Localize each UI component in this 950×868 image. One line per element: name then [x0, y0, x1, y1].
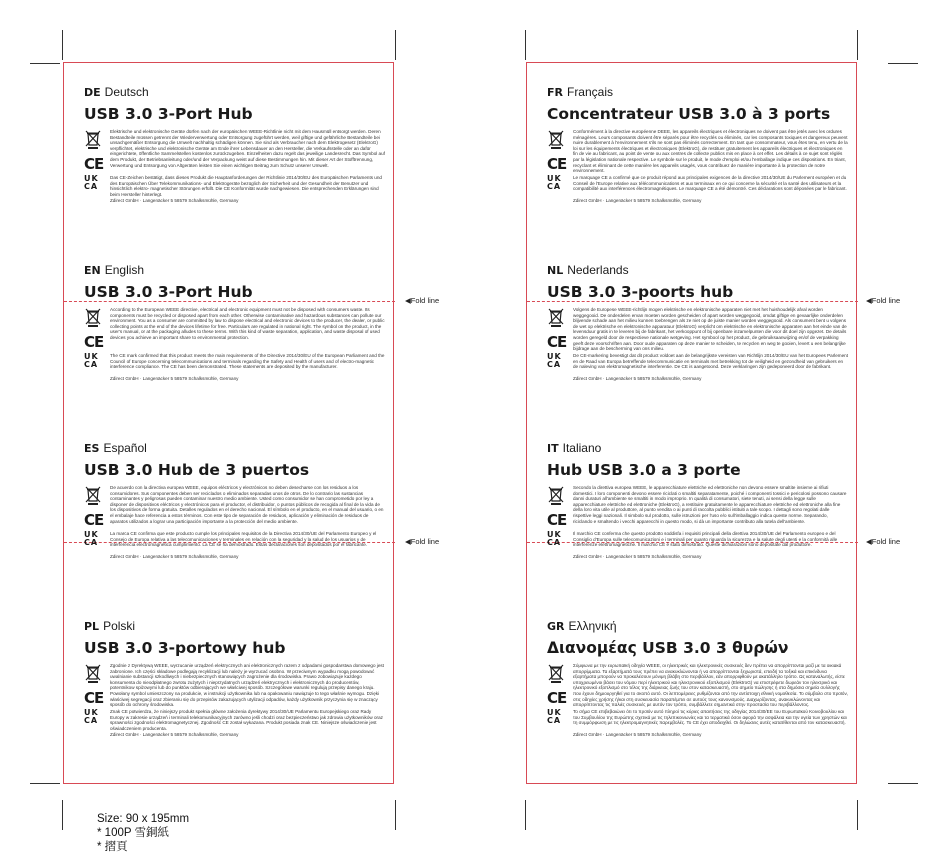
- left-leaflet-panel: [63, 62, 394, 784]
- ce-mark-icon: CE: [547, 333, 567, 351]
- ce-mark-icon: CE: [84, 155, 104, 173]
- language-name: Nederlands: [567, 263, 629, 277]
- language-name: Español: [103, 441, 147, 455]
- weee-text: Volgens de Europese WEEE-richtlijn mogen elektrische en elektronische apparaten niet met het huishoudelijk afval worden weggegooid. De onderdelen ervan moeten worden gescheiden of apart worden weggegooid, omdat giftige en gevaarlijke onderdelen blijvende schade aan het milieu kunnen toebrengen als ze niet op de juiste manier worden weggegooid. Als consument bent u volgens de wet op elektrische en elektronische apparatuur (ElektroG) verplicht om elektrische en elektronische apparaten aan het einde van de levensduur gratis in te leveren bij de fabrikant, het verkooppunt of bij openbare inzamelpunten die voor dit doel zijn opgezet. De details worden geregeld door de respectieve nationale wetgeving. Het symbool op het product, de gebruiksaanwijzing en/of de verpakking geeft deze voorschriften aan. Door oude apparaten op deze manier te scheiden, te recyclen en weg te gooien, levert u een belangrijke bijdrage aan de bescherming van ons milieu.: [573, 307, 847, 351]
- language-heading: [84, 619, 385, 634]
- ce-mark-icon: CE: [84, 689, 104, 707]
- product-title: Concentrateur USB 3.0 à 3 ports: [547, 105, 831, 123]
- product-title: USB 3.0 3-poorts hub: [547, 283, 734, 301]
- ce-mark-icon: CE: [84, 511, 104, 529]
- crop-mark: [525, 30, 526, 60]
- language-name: English: [104, 263, 145, 277]
- weee-bin-icon: [84, 129, 102, 149]
- crop-mark: [857, 30, 858, 60]
- product-title: Hub USB 3.0 a 3 porte: [547, 461, 741, 479]
- fold-spec: * 摺頁: [97, 841, 128, 853]
- ce-text: Znak CE potwierdza, że niniejszy produkt spełnia główne założenia dyrektywy 2014/30/UE Parlamentu Europejskiego oraz Rady Europy w zakresie urządzeń i terminali telekomunikacyjnych zarówno jeśli chodzi oraz bezpieczeństwo jak zdrowia użytkowników oraz sprawności zgodności elektromagnetycznej. Zgodność CE został wykazana. Produkt posiada znak CE. Niniejsze oświadczenie jest oświadczeniem producenta.: [110, 709, 383, 731]
- ukca-mark-icon: UK CA: [547, 530, 562, 547]
- crop-mark: [395, 30, 396, 60]
- fold-line-label: ◀Fold line: [405, 296, 440, 305]
- crop-mark: [62, 30, 63, 60]
- manufacturer-address: Zdirect GmbH · Langenäcker 5 58579 Schalksmühle, Germany: [573, 376, 702, 381]
- ce-mark-icon: CE: [547, 689, 567, 707]
- language-section-de: [64, 63, 395, 233]
- language-section-es: [64, 419, 395, 589]
- weee-text: Elektrische und elektronische Geräte dürfen nach der europäischen WEEE-Richtlinie nicht mit dem Hausmüll entsorgt werden. Deren Bestandteile müssen getrennt der Wiederverwertung oder Entsorgung zugeführt werden, weil giftige und gefährliche Bestandteile bei unsachgemäßer Entsorgung die Umwelt nachhaltig schädigen können. Sie sind als Verbraucher nach dem Elektrogesetz (ElektroG) verpflichtet, elektrische und elektronische Geräte am Ende ihrer Lebensdauer an den Hersteller, die Verkaufsstelle oder an dafür eingerichtete, öffentliche Sammelstellen kostenlos zurückzugeben. Einzelheiten dazu regelt das jeweilige Landesrecht. Das Symbol auf dem Produkt, der Betriebsanleitung oder/und der Verpackung weist auf diese Bestimmungen hin. Mit dieser Art der Stofftrennung, Verwertung und Entsorgung von Altgeräten leisten Sie einen wichtigen Beitrag zum Schutz unserer Umwelt.: [110, 129, 385, 168]
- ce-mark-icon: CE: [547, 511, 567, 529]
- right-leaflet-panel: [526, 62, 857, 784]
- ukca-mark-icon: UK CA: [84, 530, 99, 547]
- ce-text: Il marchio CE conferma che questo prodotto soddisfa i requisiti principali della direttiva 2014/30/UE del Parlamento europeo e del Consiglio d'Europa sulle telecomunicazioni e i terminali per quanto riguarda la sicurezza e la salute degli utenti e la conformità alle interferenze elettromagnetiche. Il marchio CE è stato dimostrato. Queste dichiarazioni sono depositate dal produttore.: [573, 531, 838, 548]
- language-code: ES: [84, 442, 100, 455]
- language-heading: [84, 263, 385, 278]
- manufacturer-address: Zdirect GmbH · Langenäcker 5 58579 Schalksmühle, Germany: [110, 732, 239, 737]
- crop-mark: [395, 800, 396, 830]
- paper-spec: * 100P 雪銅紙: [97, 827, 170, 839]
- weee-bin-icon: [84, 485, 102, 505]
- size-spec: Size: 90 x 195mm: [97, 813, 190, 825]
- crop-mark: [30, 783, 60, 784]
- language-heading: [547, 263, 848, 278]
- weee-bin-icon: [547, 485, 565, 505]
- print-spec-notes: [97, 812, 189, 854]
- language-code: GR: [547, 620, 565, 633]
- language-heading: [547, 441, 848, 456]
- crop-mark: [30, 63, 60, 64]
- manufacturer-address: Zdirect GmbH · Langenäcker 5 58579 Schalksmühle, Germany: [573, 554, 702, 559]
- fold-line-label: ◀Fold line: [405, 537, 440, 546]
- language-code: FR: [547, 86, 563, 99]
- manufacturer-address: Zdirect GmbH · Langenäcker 5 58579 Schalksmühle, Germany: [110, 198, 239, 203]
- ce-mark-icon: CE: [547, 155, 567, 173]
- language-heading: [547, 619, 848, 634]
- ukca-mark-icon: UK CA: [547, 708, 562, 725]
- language-section-nl: [527, 241, 858, 411]
- crop-mark: [888, 783, 918, 784]
- ce-text: Το σήμα CE επιβεβαιώνει ότι το προϊόν αυτό πληροί τις κύριες απαιτήσεις της οδηγίας 2014/30/ΕΕ του Ευρωπαϊκού Κοινοβουλίου και του Συμβουλίου της Ευρώπης σχετικά με τις τηλεπικοινωνίες και τα τερματικά όσον αφορά την ασφάλεια και την υγεία των χρηστών και τη συμμόρφωση με τις ηλεκτρομαγνητικές παρεμβολές. Το CE έχει αποδειχθεί. Οι δηλώσεις αυτές κατατίθενται από τον κατασκευαστή.: [573, 709, 847, 726]
- language-name: Français: [566, 85, 613, 99]
- language-section-fr: [527, 63, 858, 233]
- language-heading: [547, 85, 848, 100]
- crop-mark: [857, 800, 858, 830]
- ce-text: Das CE-Zeichen bestätigt, dass dieses Produkt die Hauptanforderungen der Richtlinie 2014/30/EU des Europäischen Parlaments und des Europäischen Über Telekommunikations- und Elektrogeräte bezüglich der Sicherheit und der Gesundheit der Benutzer und hinsichtlich elektro- magnetischer Störungen erfüllt. Die CE Konformität wurde nachgewiesen. Die entsprechenden Erklärungen sind beim Hersteller hinterlegt.: [110, 175, 382, 197]
- language-code: IT: [547, 442, 559, 455]
- language-name: Deutsch: [104, 85, 149, 99]
- crop-mark: [525, 800, 526, 830]
- weee-text: Zgodnie z Dyrektywą WEEE, wyrzucanie urządzeń elektrycznych ani elektronicznych razem z odpadami gospodarstwa domowego jest zabronione. Ich części składowe podlegają recyklizacji lub należy je wyrzucać osobno. W przeciwnym wypadku mogą powodować uwalnianie substancji szkodliwych i niebezpiecznych stanowiących zagrożenie dla środowiska. Prawo zobowiązuje każdego konsumenta do nieodpłatnego zwrotu zużytych i nieprzydatnych urządzeń elektrycznych i elektronicznych do producentów, potentnikow spiżowymi lub do punktów odbierających we właściwej sposób. Szczegółowe warunki regulują przepisy danego kraju. Powołany symbol umieszczony na produkcie, w instrukcji użytkownika lub na opakowaniu nawiązuje to tego właśnie wymogu. Dzięki właściwej segregacji oraz zbieraniu się do przepisów zakazujących utylizacji odpadów, każdy użytkownik przyczynia się w znaczący sposób do ochrony środowiska.: [110, 663, 384, 707]
- weee-text: Σύμφωνα με την ευρωπαϊκή οδηγία WEEE, οι ηλεκτρικές και ηλεκτρονικές συσκευές δεν πρέπει να απορρίπτονται μαζί με τα οικιακά απορρίμματα. Τα εξαρτήματά τους πρέπει να ανακυκλώνονται ή να απορρίπτονται ξεχωριστά, επειδή τα τοξικά και επικίνδυνα εξαρτήματα μπορούν να προκαλέσουν μόνιμη βλάβη στο περιβάλλον, εάν απορριφθούν με ακατάλληλο τρόπο. Ως καταναλωτής, είστε υποχρεωμένοι βάσει του νόμου περί ηλεκτρικού και ηλεκτρονικού εξοπλισμού (ElektroG) να επιστρέφετε δωρεάν τον ηλεκτρικό και ηλεκτρονικό εξοπλισμό στο τέλος της διάρκειας ζωής του στον κατασκευαστή, στο σημείο πώλησης ή στα δημόσια σημεία συλλογής που έχουν δημιουργηθεί για το σκοπό αυτό. Οι λεπτομέρειες ρυθμίζονται από την αντίστοιχη εθνική νομοθεσία. Το σύμβολο στο προϊόν, στις οδηγίες χρήσης ή/και στη συσκευασία παραπέμπει σε αυτούς τους κανονισμούς. Διαχωρίζοντας, ανακυκλώνοντας και απορρίπτοντας τις παλιές συσκευές με αυτόν τον τρόπο, συμβάλλετε σημαντικά στην προστασία του περιβάλλοντος.: [573, 663, 848, 707]
- language-name: Polski: [103, 619, 136, 633]
- manufacturer-address: Zdirect GmbH · Langenäcker 5 58579 Schalksmühle, Germany: [110, 376, 239, 381]
- language-code: NL: [547, 264, 564, 277]
- language-section-pl: [64, 597, 395, 767]
- language-code: PL: [84, 620, 100, 633]
- language-section-gr: [527, 597, 858, 767]
- ukca-mark-icon: UK CA: [84, 708, 99, 725]
- manufacturer-address: Zdirect GmbH · Langenäcker 5 58579 Schalksmühle, Germany: [573, 198, 702, 203]
- weee-bin-icon: [84, 307, 102, 327]
- product-title: USB 3.0 3-Port Hub: [84, 283, 253, 301]
- ukca-mark-icon: UK CA: [547, 174, 562, 191]
- language-heading: [84, 85, 385, 100]
- weee-bin-icon: [547, 663, 565, 683]
- language-code: EN: [84, 264, 101, 277]
- ukca-mark-icon: UK CA: [547, 352, 562, 369]
- language-heading: [84, 441, 385, 456]
- ukca-mark-icon: UK CA: [84, 352, 99, 369]
- language-name: Ελληνική: [568, 619, 617, 633]
- manufacturer-address: Zdirect GmbH · Langenäcker 5 58579 Schalksmühle, Germany: [110, 554, 239, 559]
- ce-text: La marca CE confirma que este producto cumple los principales requisitos de la Directiva 2014/30/UE del Parlamento Europeo y el Consejo de Europa relativa a las telecomunicaciones y terminales en relación con la seguridad y la salud de los usuarios y de interferencia electromagnética cumplimiento. La CE se ha demostrado. Estas declaraciones son depositados por el fabricante.: [110, 531, 377, 548]
- weee-bin-icon: [547, 129, 565, 149]
- weee-text: Secondo la direttiva europea WEEE, le apparecchiature elettriche ed elettroniche non devono essere smaltite insieme ai rifiuti domestici. I loro componenti devono essere riciclati o smaltiti separatamente, poiché i componenti tossici e pericolosi possono causare danni duraturi all'ambiente se smaltiti in modo improprio. In qualità di consumatori, siete tenuti, ai sensi della legge sulle apparecchiature elettriche ed elettroniche (ElektroG), a restituire gratuitamente le apparecchiature elettriche ed elettroniche alla fine della loro vita utile al produttore, al punto vendita o ai punti di raccolta pubblici istituiti a tale scopo. I dettagli sono regolati dalle rispettive leggi nazionali. Il simbolo sul prodotto, sulle istruzioni per l'uso e/o sull'imballaggio indica queste norme. Separando, riciclando e smaltendo i vecchi apparecchi in questo modo, si dà un importante contributo alla tutela dell'ambiente.: [573, 485, 847, 524]
- ce-text: De CE-markering bevestigt dat dit product voldoet aan de belangrijkste vereisten van Richtlijn 2014/30/EU van het Europees Parlement en de Raad van Europa betreffende telecommunicatie en terminals met betrekking tot de veiligheid en gezondheid van gebruikers en de naleving van elektromagnetische interferentie. De CE is aangetoond. Deze verklaringen zijn gedeponeerd door de fabrikant.: [573, 353, 848, 370]
- product-title: USB 3.0 3-portowy hub: [84, 639, 286, 657]
- ce-text: The CE mark confirmed that this product meets the main requirements of the Directive 2014/30/EU of the European Parliament and the Council of Europe concerning telecommunications and terminals regarding the Safety and Health of users and of electro-magnetic interference compliance. The CE has been demonstrated. These statements are deposited by the manufacturer.: [110, 353, 385, 370]
- manufacturer-address: Zdirect GmbH · Langenäcker 5 58579 Schalksmühle, Germany: [573, 732, 702, 737]
- language-section-en: [64, 241, 395, 411]
- language-section-it: [527, 419, 858, 589]
- language-name: Italiano: [562, 441, 602, 455]
- ce-mark-icon: CE: [84, 333, 104, 351]
- fold-line-label: ◀Fold line: [866, 296, 901, 305]
- fold-line-label: ◀Fold line: [866, 537, 901, 546]
- ce-text: Le marquage CE a confirmé que ce produit répond aux principales exigences de la directive 2014/30/UE du Parlement européen et du Conseil de l'Europe relative aux télécommunications et aux terminaux en ce qui concerne la sécurité et la santé des utilisateurs et la compatibilité aux interférences électromagnétiques. Le marquage CE a été démontré. Ces déclarations sont déposées par le fabricant.: [573, 175, 847, 192]
- weee-bin-icon: [84, 663, 102, 683]
- crop-mark: [62, 800, 63, 830]
- product-title: Διανομέας USB 3.0 3 θυρών: [547, 639, 789, 657]
- crop-mark: [888, 63, 918, 64]
- weee-text: De acuerdo con la directiva europea WEEE, equipos eléctricos y electrónicos no deben desecharse con los residuos a los consumidores. Sus componentes deben ser reciclados o eliminados separadas unos de otros. De lo contrario las sustancias contaminantes y peligrosas pueden contaminar nuestro medio ambiente. Usted como consumidor se han comprometido por ley a disponer de dispositivos eléctricos y electrónicos para el productor, el distribuidor, o puntos públicos de recogida al final de la vida de los dispositivos de forma gratuita. Detalles regulados en el derecho nacional. El símbolo en el producto, en el manual del usuario, o en el embalaje hace referencia a estos términos. Con este tipo de separación de residuos, aplicación y eliminación de residuos de aparatos utilizados a lograr una participación importante a la protección del medio ambiente.: [110, 485, 384, 524]
- product-title: USB 3.0 3-Port Hub: [84, 105, 253, 123]
- weee-text: According to the European WEEE directive, electrical and electronic equipment must not be disposed with consumers waste. Its components must be recycled or disposed apart from each other. Otherwise contaminative and hazardous substances can pollute our environment. You as a consumer are committed by law to dispose electrical and electronic devices to the producer, the dealer, or public collecting points at the end of the devices lifetime for free. Particulars are regulated in national right. The symbol on the product, in the user's manual, or at the packaging alludes to these terms. With this kind of waste separation, application, and waste disposal of used devices you achieve an important share to environmental protection.: [110, 307, 385, 340]
- ukca-mark-icon: UK CA: [84, 174, 99, 191]
- weee-text: Conformément à la directive européenne DEEE, les appareils électriques et électroniques ne doivent pas être jetés avec les ordures ménagères. Leurs composants doivent être séparés pour être recyclés ou éliminés, car les composants toxiques et dangereux peuvent nuire durablement à l'environnement s'ils ne sont pas éliminés correctement. En tant que consommateur, vous êtes tenu, en vertu de la loi sur les équipements électriques et électroniques (ElektroG), de restituer gratuitement les appareils électriques et électroniques en fin de vie au fabricant, au point de vente ou aux centres de collecte publics mis en place à cet effet. Les détails à ce sujet sont réglés par la législation nationale respective. Le symbole sur le produit, le mode d'emploi et/ou l'emballage indique ces dispositions. En triant, recyclant et éliminant de cette manière les appareils usagés, vous contribuez de manière importante à la protection de notre environnement.: [573, 129, 848, 173]
- product-title: USB 3.0 Hub de 3 puertos: [84, 461, 310, 479]
- language-code: DE: [84, 86, 101, 99]
- weee-bin-icon: [547, 307, 565, 327]
